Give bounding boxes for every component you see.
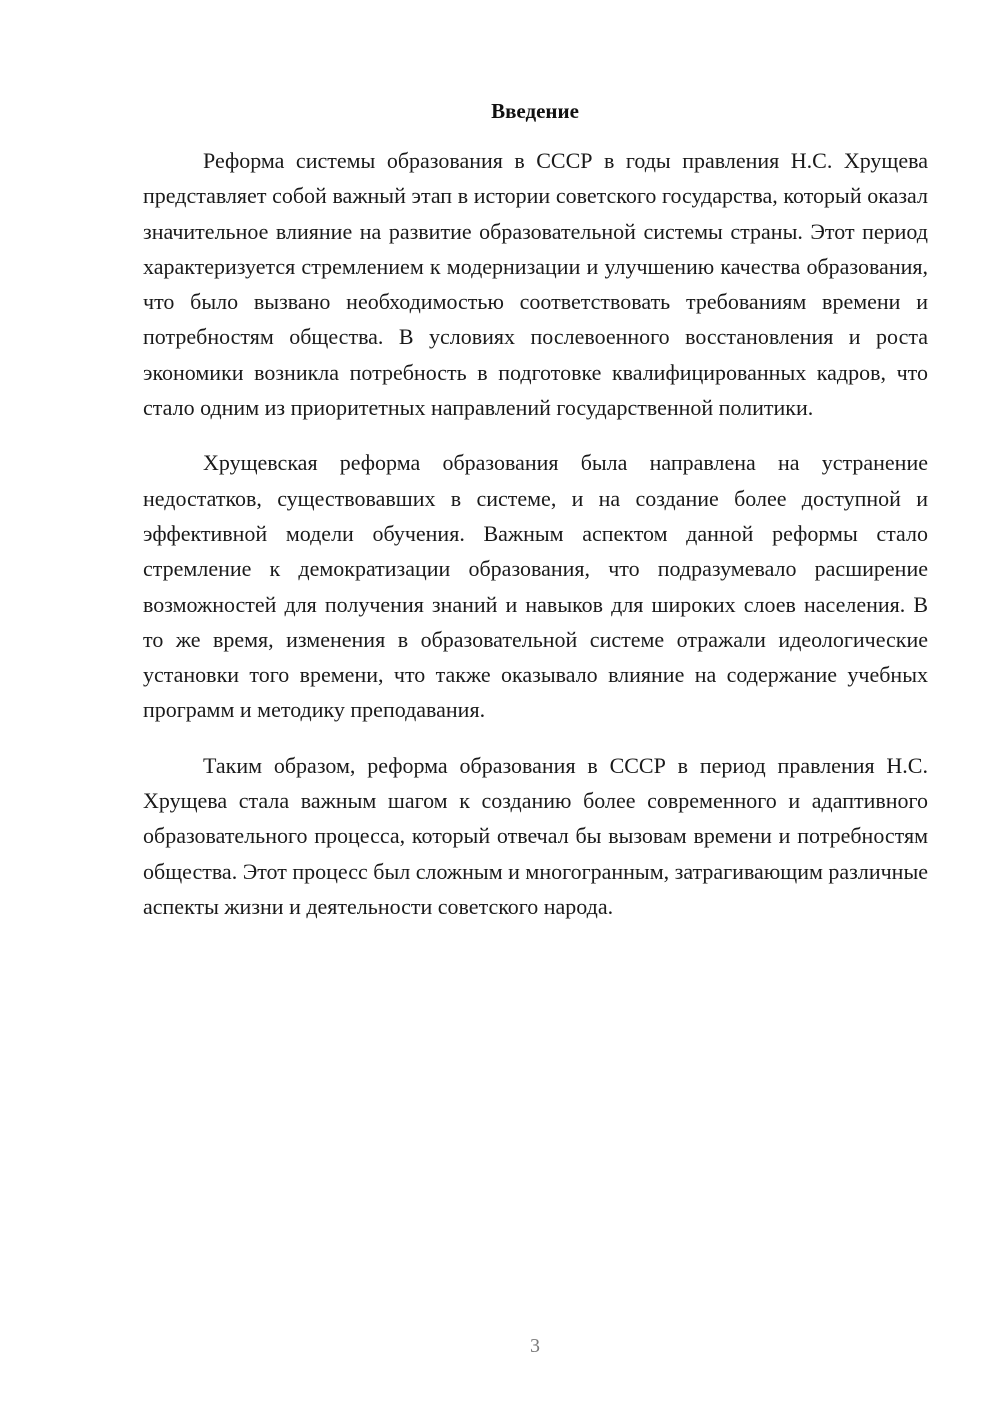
paragraph-3: Таким образом, реформа образования в СССР в период правления Н.С. Хрущева стала важным шагом к созданию более современного и адаптивного образовательного процесса, который отвечал бы вызовам времени и потребностям общества. Этот процесс был сложным и многогранным, затрагивающим различные аспекты жизни и деятельности советского народа. xyxy=(143,752,928,919)
page-number: 3 xyxy=(530,1335,540,1357)
paragraph-1: Реформа системы образования в СССР в годы правления Н.С. Хрущева представляет собой важный этап в истории советского государства, который оказал значительное влияние на развитие образовательной системы страны. Этот период характеризуется стремлением к модернизации и улучшению качества образования, что было вызвано необходимостью соответствовать требованиям времени и потребностям общества. В условиях послевоенного восстановления и роста экономики возникла потребность в подготовке квалифицированных кадров, что стало одним из приоритетных направлений государственной политики. xyxy=(143,148,928,421)
section-title: Введение xyxy=(491,99,579,123)
paragraph-2: Хрущевская реформа образования была направлена на устранение недостатков, существовавших в системе, и на создание более доступной и эффективной модели обучения. Важным аспектом данной реформы стало стремление к демократизации образования, что подразумевало расширение возможностей для получения знаний и навыков для широких слоев населения. В то же время, изменения в образовательной системе отражали идеологические установки того времени, что также оказывало влияние на содержание учебных программ и методику преподавания. xyxy=(143,450,928,723)
body-text xyxy=(143,143,928,944)
